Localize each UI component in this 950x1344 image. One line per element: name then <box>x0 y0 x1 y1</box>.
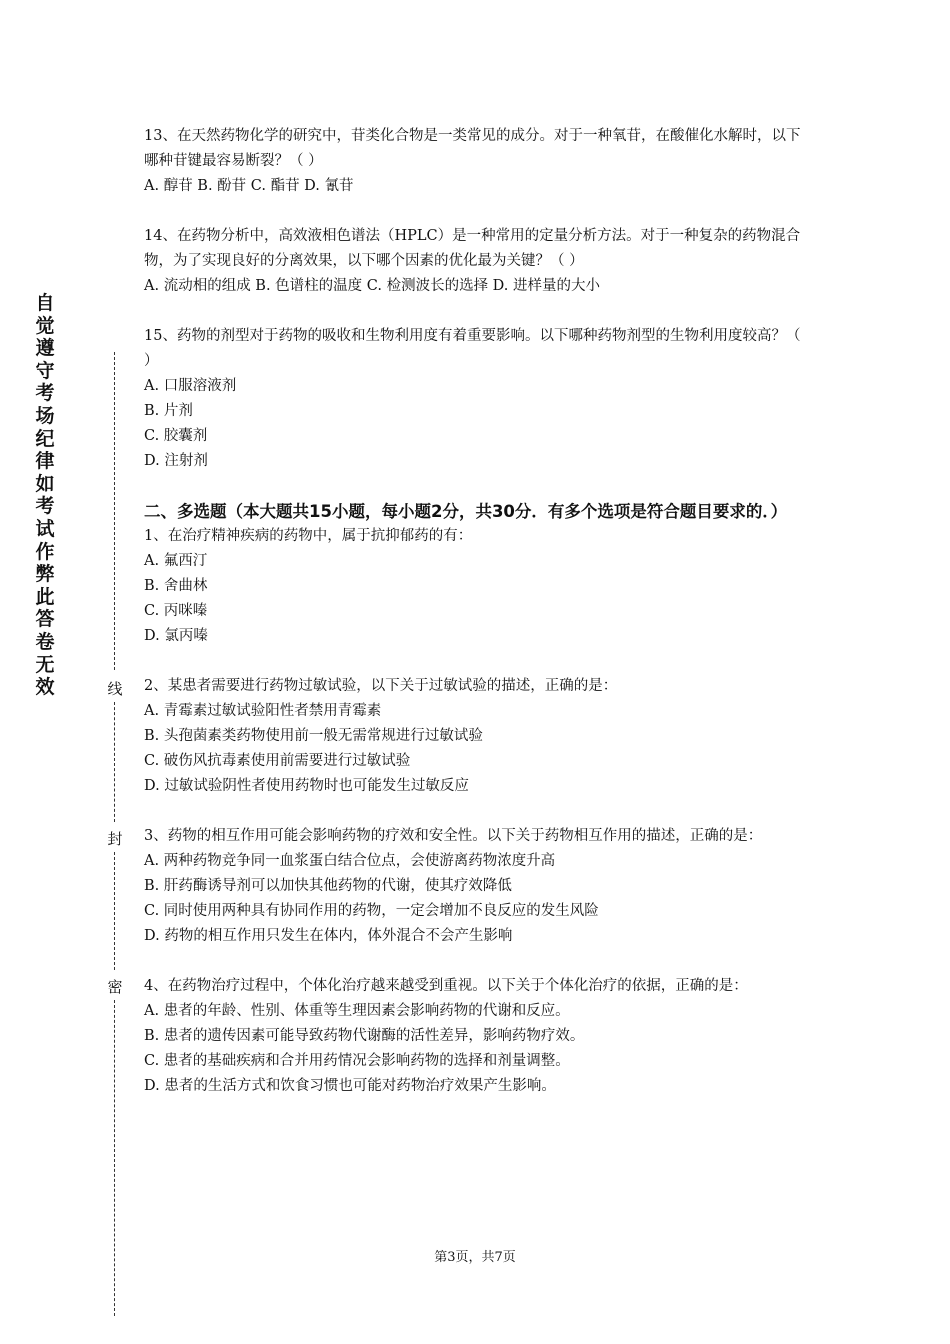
option-c: C. 破伤风抗毒素使用前需要进行过敏试验 <box>144 753 411 769</box>
option-b: B. 患者的遗传因素可能导致药物代谢酶的活性差异，影响药物疗效。 <box>144 1028 585 1044</box>
option-d: D. 氯丙嗪 <box>144 628 208 644</box>
option-a: A. 两种药物竞争同一血浆蛋白结合位点，会使游离药物浓度升高 <box>144 853 556 869</box>
option-c: C. 患者的基础疾病和合并用药情况会影响药物的选择和剂量调整。 <box>144 1053 570 1069</box>
question-stem: 13、在天然药物化学的研究中，苷类化合物是一类常见的成分。对于一种氧苷，在酸催化水解时，以下哪种苷键最容易断裂？（ ） <box>144 128 801 169</box>
binding-line-segment <box>114 352 115 670</box>
option-d: D. 过敏试验阴性者使用药物时也可能发生过敏反应 <box>144 778 469 794</box>
option-a: A. 口服溶液剂 <box>144 378 237 394</box>
option-c: C. 胶囊剂 <box>144 428 208 444</box>
binding-line-segment <box>114 852 115 970</box>
question-stem: 14、在药物分析中，高效液相色谱法（HPLC）是一种常用的定量分析方法。对于一种复杂的药物混合物，为了实现良好的分离效果，以下哪个因素的优化最为关键？（ ） <box>144 228 801 269</box>
option-b: B. 肝药酶诱导剂可以加快其他药物的代谢，使其疗效降低 <box>144 878 512 894</box>
option-c: C. 丙咪嗪 <box>144 603 208 619</box>
question-m2 <box>144 674 808 799</box>
question-options: A. 流动相的组成 B. 色谱柱的温度 C. 检测波长的选择 D. 进样量的大小 <box>144 278 601 294</box>
exam-content <box>144 124 808 1124</box>
question-stem: 1、在治疗精神疾病的药物中，属于抗抑郁药的有： <box>144 528 473 544</box>
section-title-multiple-choice: 二、多选题（本大题共15小题，每小题2分，共30分．有多个选项是符合题目要求的．） <box>144 502 788 521</box>
exam-discipline-notice: 自觉遵守考场纪律如考试作弊此答卷无效 <box>35 292 55 699</box>
seal-label-mi: 密 <box>107 978 123 996</box>
question-14 <box>144 224 808 299</box>
option-d: D. 患者的生活方式和饮食习惯也可能对药物治疗效果产生影响。 <box>144 1078 556 1094</box>
option-d: D. 药物的相互作用只发生在体内，体外混合不会产生影响 <box>144 928 513 944</box>
option-a: A. 氟西汀 <box>144 553 208 569</box>
option-b: B. 头孢菌素类药物使用前一般无需常规进行过敏试验 <box>144 728 483 744</box>
question-stem: 15、药物的剂型对于药物的吸收和生物利用度有着重要影响。以下哪种药物剂型的生物利用度较高？（ ） <box>144 328 801 369</box>
page-number: 第3页，共7页 <box>434 1250 516 1265</box>
option-a: A. 青霉素过敏试验阳性者禁用青霉素 <box>144 703 382 719</box>
seal-label-feng: 封 <box>107 830 123 848</box>
option-b: B. 片剂 <box>144 403 193 419</box>
option-a: A. 患者的年龄、性别、体重等生理因素会影响药物的代谢和反应。 <box>144 1003 570 1019</box>
seal-label-xian: 线 <box>107 680 123 698</box>
question-15 <box>144 324 808 474</box>
question-stem: 2、某患者需要进行药物过敏试验，以下关于过敏试验的描述，正确的是： <box>144 678 618 694</box>
option-c: C. 同时使用两种具有协同作用的药物，一定会增加不良反应的发生风险 <box>144 903 599 919</box>
question-m4 <box>144 974 808 1099</box>
question-m3 <box>144 824 808 949</box>
binding-line-segment <box>114 702 115 822</box>
question-options: A. 醇苷 B. 酚苷 C. 酯苷 D. 氰苷 <box>144 178 354 194</box>
question-13 <box>144 124 808 199</box>
binding-line-segment <box>114 1000 115 1316</box>
question-m1 <box>144 524 808 649</box>
option-b: B. 舍曲林 <box>144 578 208 594</box>
question-stem: 3、药物的相互作用可能会影响药物的疗效和安全性。以下关于药物相互作用的描述，正确的是： <box>144 828 763 844</box>
question-stem: 4、在药物治疗过程中，个体化治疗越来越受到重视。以下关于个体化治疗的依据，正确的是： <box>144 978 748 994</box>
option-d: D. 注射剂 <box>144 453 208 469</box>
